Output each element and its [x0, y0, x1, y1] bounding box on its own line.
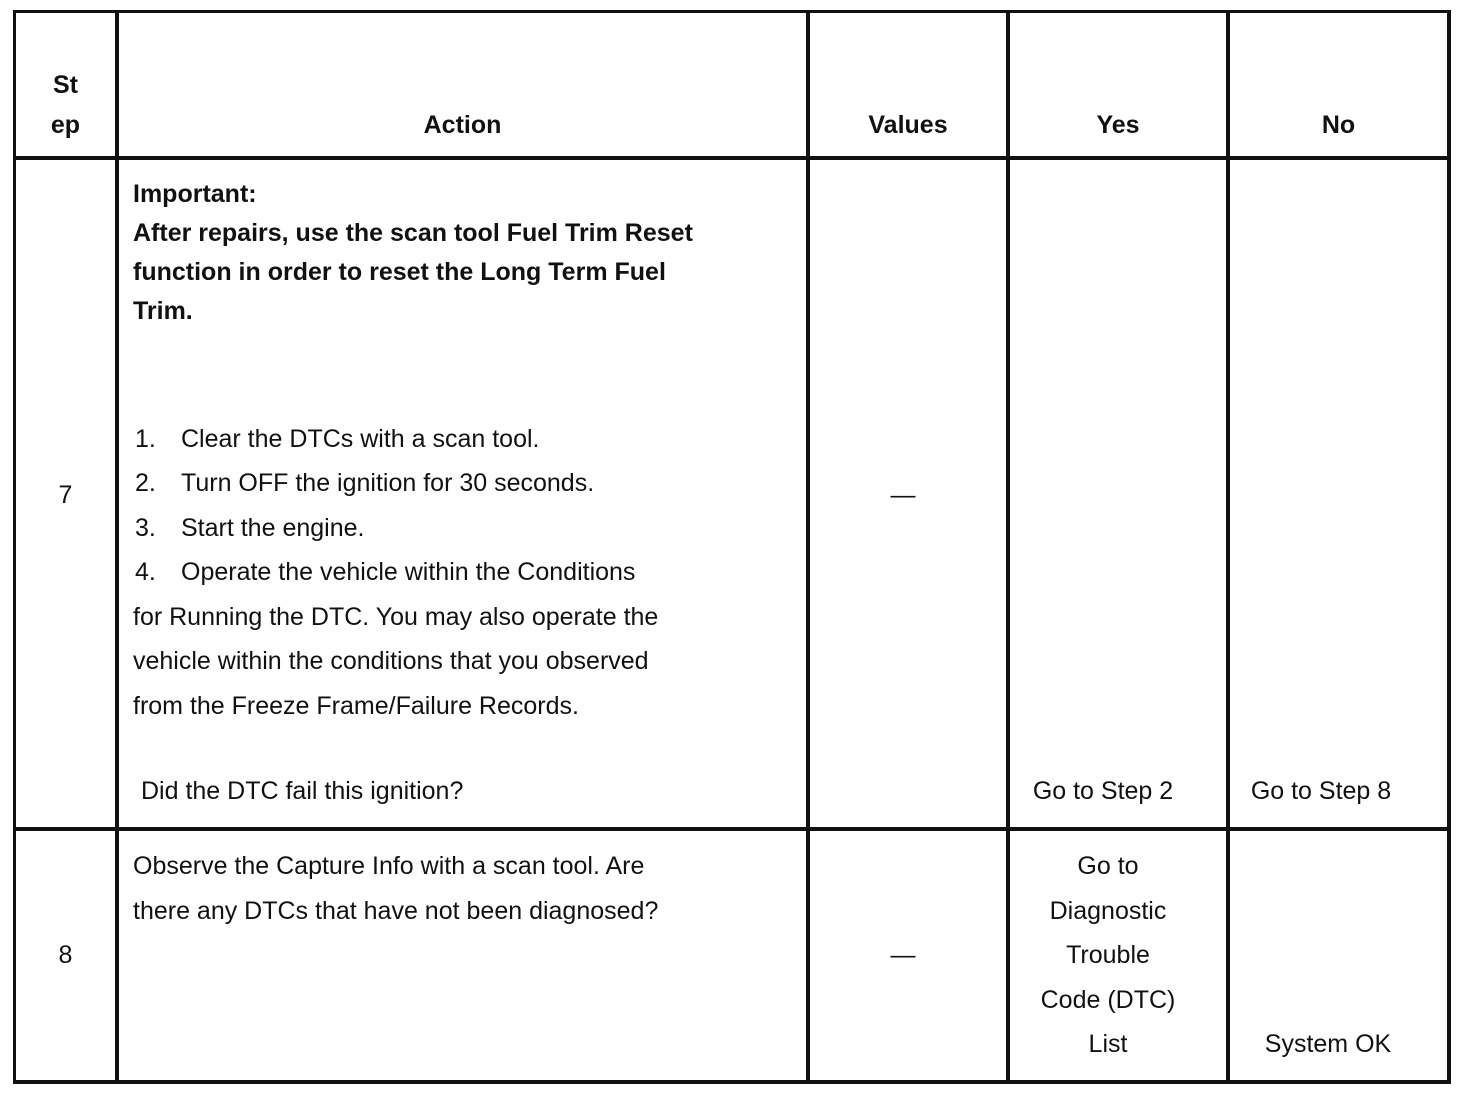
list-item-number: 2.	[135, 469, 156, 497]
yes-action-line: List	[1088, 1030, 1128, 1058]
table-border-left	[13, 10, 16, 1084]
column-divider-yes	[1226, 10, 1230, 1084]
table-border-bottom	[14, 1080, 1451, 1084]
column-divider-step	[115, 10, 119, 1084]
list-continuation-line: from the Freeze Frame/Failure Records.	[133, 692, 579, 720]
list-item-number: 4.	[135, 558, 156, 586]
list-continuation-line: for Running the DTC. You may also operate the	[133, 603, 659, 631]
list-item-number: 3.	[135, 514, 156, 542]
important-note-line: After repairs, use the scan tool Fuel Trim Reset	[133, 219, 693, 247]
yes-action-line: Code (DTC)	[1040, 986, 1176, 1014]
step-number: 7	[58, 481, 73, 509]
list-item-text: Start the engine.	[181, 514, 365, 542]
values-cell: —	[890, 941, 916, 969]
header-step-line2: ep	[50, 111, 81, 139]
header-values: Values	[868, 111, 948, 139]
important-label: Important:	[133, 180, 257, 208]
important-note-line: Trim.	[133, 297, 193, 325]
no-action: Go to Step 8	[1250, 777, 1392, 805]
table-border-right	[1447, 10, 1451, 1084]
important-note-line: function in order to reset the Long Term Fuel	[133, 258, 666, 286]
table-border-top	[14, 10, 1451, 13]
list-item-text: Clear the DTCs with a scan tool.	[181, 425, 540, 453]
header-divider	[14, 156, 1451, 160]
yes-action-line: Trouble	[1066, 941, 1150, 969]
yes-action-line: Go to	[1077, 852, 1139, 880]
action-line: there any DTCs that have not been diagnosed?	[133, 897, 659, 925]
header-step-line1: St	[53, 71, 78, 99]
header-action: Action	[423, 111, 502, 139]
step-question: Did the DTC fail this ignition?	[141, 777, 464, 805]
yes-action: Go to Step 2	[1032, 777, 1174, 805]
list-item-text: Turn OFF the ignition for 30 seconds.	[181, 469, 595, 497]
list-continuation-line: vehicle within the conditions that you observed	[133, 647, 649, 675]
values-cell: —	[890, 481, 916, 509]
no-action: System OK	[1264, 1030, 1392, 1058]
header-yes: Yes	[1096, 111, 1140, 139]
step-number: 8	[58, 941, 73, 969]
list-item-number: 1.	[135, 425, 156, 453]
yes-action-line: Diagnostic	[1049, 897, 1167, 925]
list-item-text: Operate the vehicle within the Conditions	[181, 558, 636, 586]
header-no: No	[1321, 111, 1356, 139]
action-line: Observe the Capture Info with a scan tool. Are	[133, 852, 645, 880]
row-divider	[14, 827, 1451, 831]
column-divider-action	[806, 10, 810, 1084]
